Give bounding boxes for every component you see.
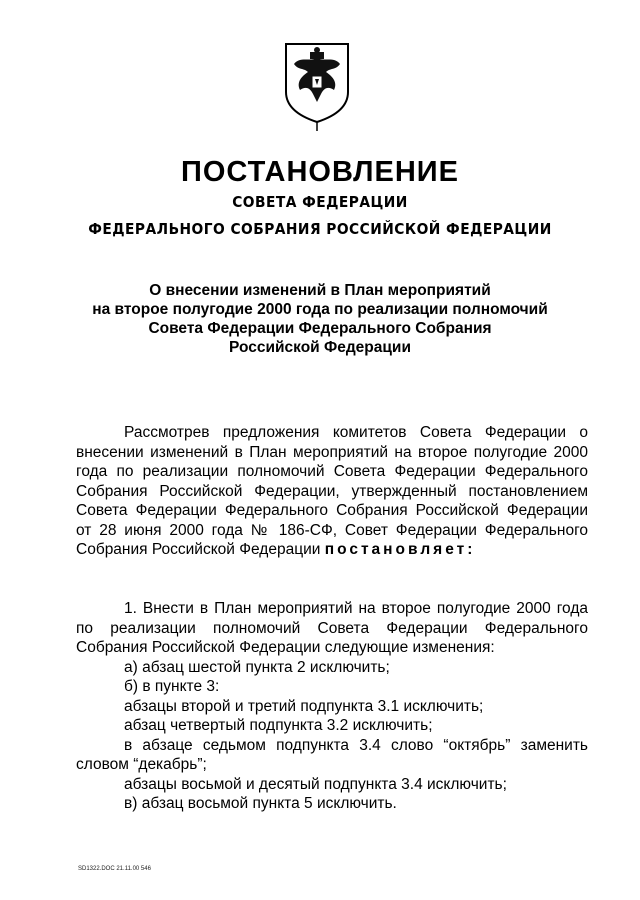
document-subtitle-line2: ФЕДЕРАЛЬНОГО СОБРАНИЯ РОССИЙСКОЙ ФЕДЕРАЦИИ (88, 220, 552, 238)
list-item: абзацы восьмой и десятый подпункта 3.4 исключить; (124, 775, 507, 793)
point-1: 1. Внести в План мероприятий на второе полугодие 2000 года по реализации полномочий Совета Федерации Федерального Собрания Российской Федерации следующие изменения: (76, 600, 588, 656)
subject-line: Российской Федерации (229, 339, 411, 356)
list-item: абзацы второй и третий подпункта 3.1 исключить; (124, 697, 484, 715)
subject-line: Совета Федерации Федерального Собрания (148, 320, 492, 337)
resolution-points (76, 599, 588, 814)
list-item: в) абзац восьмой пункта 5 исключить. (124, 795, 397, 812)
list-item: абзац четвертый подпункта 3.2 исключить; (124, 717, 433, 734)
document-subtitle-line1: СОВЕТА ФЕДЕРАЦИИ (232, 193, 408, 211)
preamble-text (76, 423, 588, 560)
footer-code: SD1322.DOC 21.11.00 546 (78, 866, 151, 872)
preamble-body: Рассмотрев предложения комитетов Совета Федерации о внесении изменений в План мероприятий на второе полугодие 2000 года по реализации полномочий Совета Федерации Федерального Собрания Российской Федерации, утвержденный постановлением Совета Федерации Федерального Собрания Российской Федерации от 28 июня 2000 года № 186-СФ, Совет Федерации Федерального Собрания Российской Федерации (76, 424, 588, 558)
document-subject (80, 281, 560, 357)
list-item: а) абзац шестой пункта 2 исключить; (124, 658, 390, 676)
resolves-word: постановляет: (324, 541, 476, 558)
document-title: ПОСТАНОВЛЕНИЕ (181, 156, 459, 188)
subject-line: на второе полугодие 2000 года по реализации полномочий (92, 301, 548, 318)
coat-of-arms-icon (282, 40, 352, 132)
preamble-paragraph (76, 423, 588, 560)
list-item: в абзаце седьмом подпункта 3.4 слово “октябрь” заменить словом “декабрь”; (76, 736, 588, 773)
list-item: б) в пункте 3: (124, 678, 220, 695)
subject-line: О внесении изменений в План мероприятий (149, 282, 491, 299)
